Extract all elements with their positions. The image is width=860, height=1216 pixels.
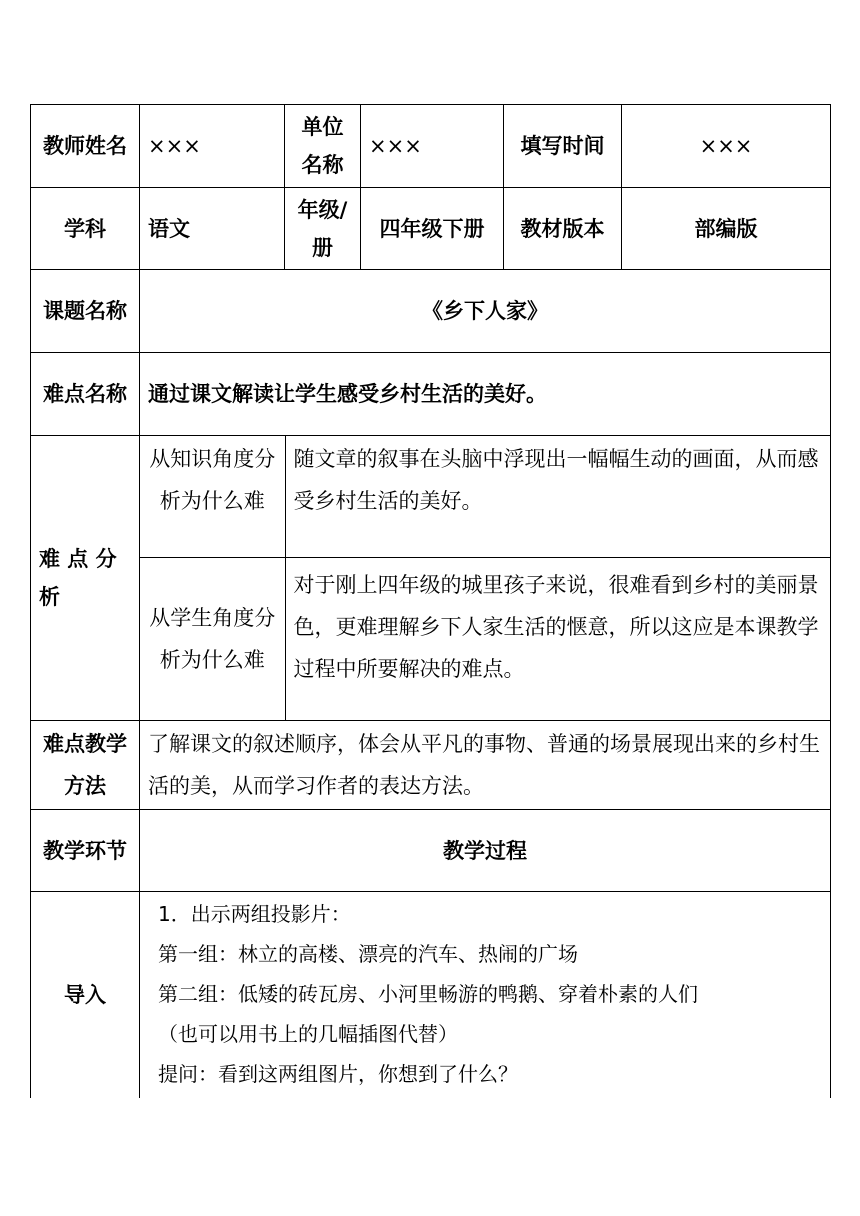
edition-label: 教材版本 — [504, 188, 622, 270]
analysis-row — [31, 436, 831, 721]
intro-label: 导入 — [31, 892, 140, 1098]
teaching-stage-label: 教学环节 — [31, 810, 140, 892]
lesson-plan-table — [30, 104, 831, 1098]
student-angle-label: 从学生角度分析为什么难 — [140, 557, 285, 720]
method-label: 难点教学方法 — [31, 721, 140, 810]
fill-time-value: ××× — [622, 105, 831, 188]
intro-content — [140, 892, 831, 1098]
grade-label: 年级/册 — [285, 188, 361, 270]
subject-row — [31, 188, 831, 270]
knowledge-angle-label: 从知识角度分析为什么难 — [140, 436, 285, 557]
analysis-label: 难 点 分析 — [31, 436, 140, 721]
difficulty-label: 难点名称 — [31, 353, 140, 436]
intro-line-4: （也可以用书上的几幅插图代替） — [158, 1022, 458, 1046]
header-row — [31, 105, 831, 188]
grade-value: 四年级下册 — [361, 188, 504, 270]
knowledge-angle-text: 随文章的叙事在头脑中浮现出一幅幅生动的画面，从而感受乡村生活的美好。 — [285, 436, 830, 557]
topic-value: 《乡下人家》 — [140, 270, 831, 353]
subject-label: 学科 — [31, 188, 140, 270]
difficulty-value: 通过课文解读让学生感受乡村生活的美好。 — [140, 353, 831, 436]
unit-name-value: ××× — [361, 105, 504, 188]
topic-row — [31, 270, 831, 353]
unit-name-label: 单位名称 — [285, 105, 361, 188]
subject-value: 语文 — [140, 188, 285, 270]
student-angle-text: 对于刚上四年级的城里孩子来说，很难看到乡村的美丽景色，更难理解乡下人家生活的惬意，所以这应是本课教学过程中所要解决的难点。 — [285, 557, 830, 720]
analysis-inner-table — [140, 436, 830, 720]
topic-label: 课题名称 — [31, 270, 140, 353]
intro-line-2: 第一组：林立的高楼、漂亮的汽车、热闹的广场 — [158, 942, 578, 966]
method-value: 了解课文的叙述顺序，体会从平凡的事物、普通的场景展现出来的乡村生活的美，从而学习作者的表达方法。 — [140, 721, 831, 810]
teaching-process-label: 教学过程 — [140, 810, 831, 892]
process-header-row — [31, 810, 831, 892]
intro-line-1: 1．出示两组投影片： — [158, 902, 351, 926]
method-row — [31, 721, 831, 810]
edition-value: 部编版 — [622, 188, 831, 270]
intro-line-3: 第二组：低矮的砖瓦房、小河里畅游的鸭鹅、穿着朴素的人们 — [158, 982, 698, 1006]
teacher-name-label: 教师姓名 — [31, 105, 140, 188]
teacher-name-value: ××× — [140, 105, 285, 188]
intro-line-5: 提问：看到这两组图片，你想到了什么？ — [158, 1062, 518, 1086]
intro-row — [31, 892, 831, 1098]
difficulty-row — [31, 353, 831, 436]
fill-time-label: 填写时间 — [504, 105, 622, 188]
